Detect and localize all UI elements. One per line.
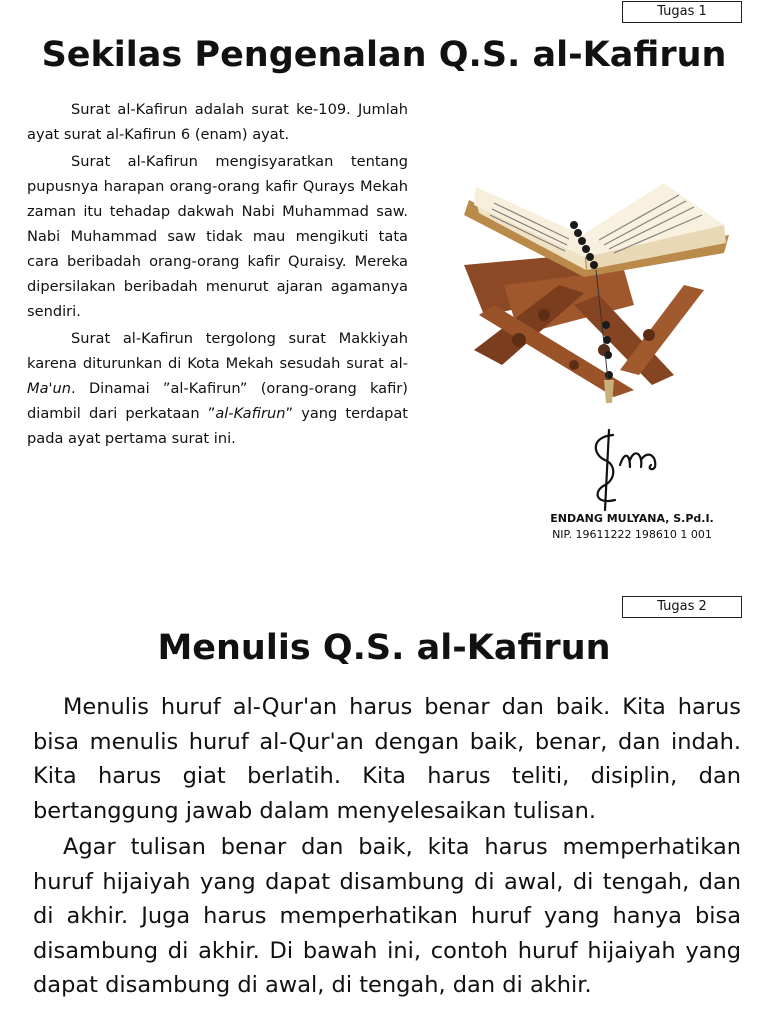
signature-icon bbox=[575, 425, 675, 515]
p3-text-alkafirun: al-Kafirun bbox=[215, 405, 286, 422]
tugas-2-badge: Tugas 2 bbox=[622, 596, 742, 618]
paragraph-1: Surat al-Kafirun adalah surat ke-109. Jumlah ayat surat al-Kafirun 6 (enam) ayat. bbox=[27, 101, 408, 143]
page-title: Sekilas Pengenalan Q.S. al-Kafirun bbox=[41, 35, 727, 75]
quran-on-rehal-icon bbox=[424, 165, 744, 415]
writing-text bbox=[33, 690, 741, 1005]
p3-text-a: Surat al-Kafirun tergolong surat Makkiyah karena diturunkan di Kota Mekah sesudah surat al- bbox=[27, 330, 408, 372]
paragraph-3 bbox=[27, 326, 408, 451]
paragraph-4: Menulis huruf al-Qur'an harus benar dan baik. Kita harus bisa menulis huruf al-Qur'an dengan baik, benar, dan indah. Kita harus giat berlatih. Kita harus teliti, disiplin, dan bertanggung jawab dalam menyelesaikan tulisan. bbox=[33, 694, 741, 824]
paragraph-2: Surat al-Kafirun mengisyaratkan tentang pupusnya harapan orang-orang kafir Qurays Mekah zaman itu tehadap dakwah Nabi Muhammad saw. Nabi Muhammad saw tidak mau mengikuti tata cara beribadah orang-orang kafir Quraisy. Mereka dipersilakan beribadah menurut ajaran agamanya sendiri. bbox=[27, 153, 408, 320]
section-2-title: Menulis Q.S. al-Kafirun bbox=[157, 628, 611, 668]
p3-text-maun: Ma'un bbox=[27, 380, 72, 397]
signer-nip: NIP. 19611222 198610 1 001 bbox=[552, 528, 712, 541]
tugas-1-badge: Tugas 1 bbox=[622, 1, 742, 23]
paragraph-5: Agar tulisan benar dan baik, kita harus memperhatikan huruf hijaiyah yang dapat disambung di awal, di tengah, dan di akhir. Juga harus memperhatikan huruf yang hanya bisa disambung di akhir. Di bawah ini, contoh huruf hijaiyah yang dapat disambung di awal, di tengah, dan di akhir. bbox=[33, 834, 741, 998]
intro-text bbox=[27, 97, 408, 453]
p3-text-e: ” yang terdapat pada ayat pertama surat ini. bbox=[27, 405, 408, 447]
p3-text-c: . Dinamai ”al-Kafirun” (orang-orang kafir) diambil dari perkataan ” bbox=[27, 380, 408, 422]
signer-name: ENDANG MULYANA, S.Pd.I. bbox=[550, 512, 714, 525]
